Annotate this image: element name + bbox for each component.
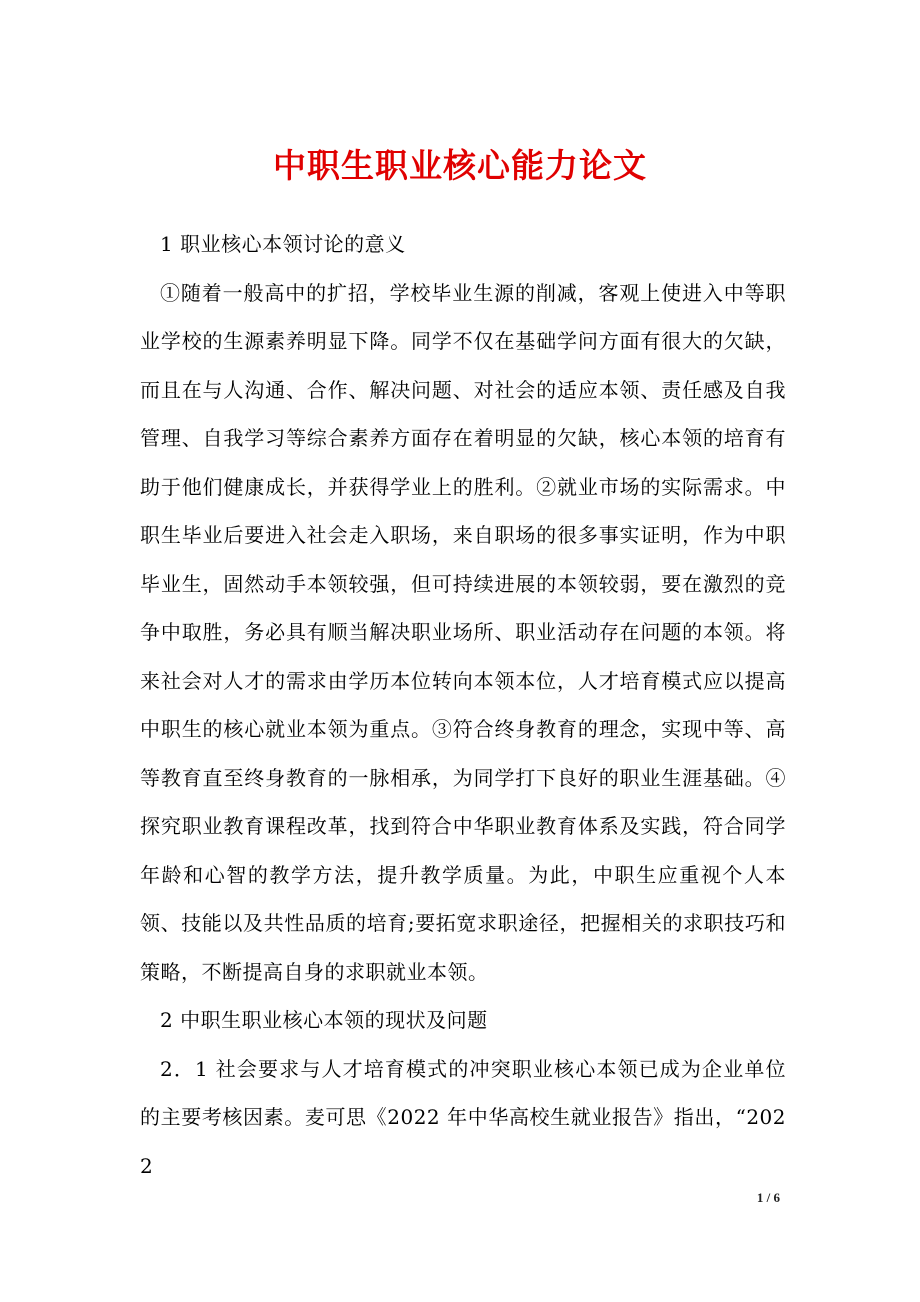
- document-title: 中职生职业核心能力论文: [273, 146, 647, 185]
- section-heading: 1 职业核心本领讨论的意义: [160, 232, 406, 256]
- section-heading: 2 中职生职业核心本领的现状及问题: [160, 1008, 488, 1032]
- page-number: 1 / 6: [756, 1190, 780, 1205]
- section-paragraph: 2．1 社会要求与人才培育模式的冲突职业核心本领已成为企业单位的主要考核因素。麦可思《2022 年中华高校生就业报告》指出，“2022: [140, 1056, 786, 1178]
- document-body: [140, 220, 786, 1190]
- section-paragraph: ①随着一般高中的扩招，学校毕业生源的削减，客观上使进入中等职业学校的生源素养明显下降。同学不仅在基础学问方面有很大的欠缺，而且在与人沟通、合作、解决问题、对社会的适应本领、责任感及自我管理、自我学习等综合素养方面存在着明显的欠缺，核心本领的培育有助于他们健康成长，并获得学业上的胜利。②就业市场的实际需求。中职生毕业后要进入社会走入职场，来自职场的很多事实证明，作为中职毕业生，固然动手本领较强，但可持续进展的本领较弱，要在激烈的竞争中取胜，务必具有顺当解决职业场所、职业活动存在问题的本领。将来社会对人才的需求由学历本位转向本领本位，人才培育模式应以提高中职生的核心就业本领为重点。③符合终身教育的理念，实现中等、高等教育直至终身教育的一脉相承，为同学打下良好的职业生涯基础。④探究职业教育课程改革，找到符合中华职业教育体系及实践，符合同学年龄和心智的教学方法，提升教学质量。为此，中职生应重视个人本领、技能以及共性品质的培育;要拓宽求职途径，把握相关的求职技巧和策略，不断提高自身的求职就业本领。: [140, 280, 786, 984]
